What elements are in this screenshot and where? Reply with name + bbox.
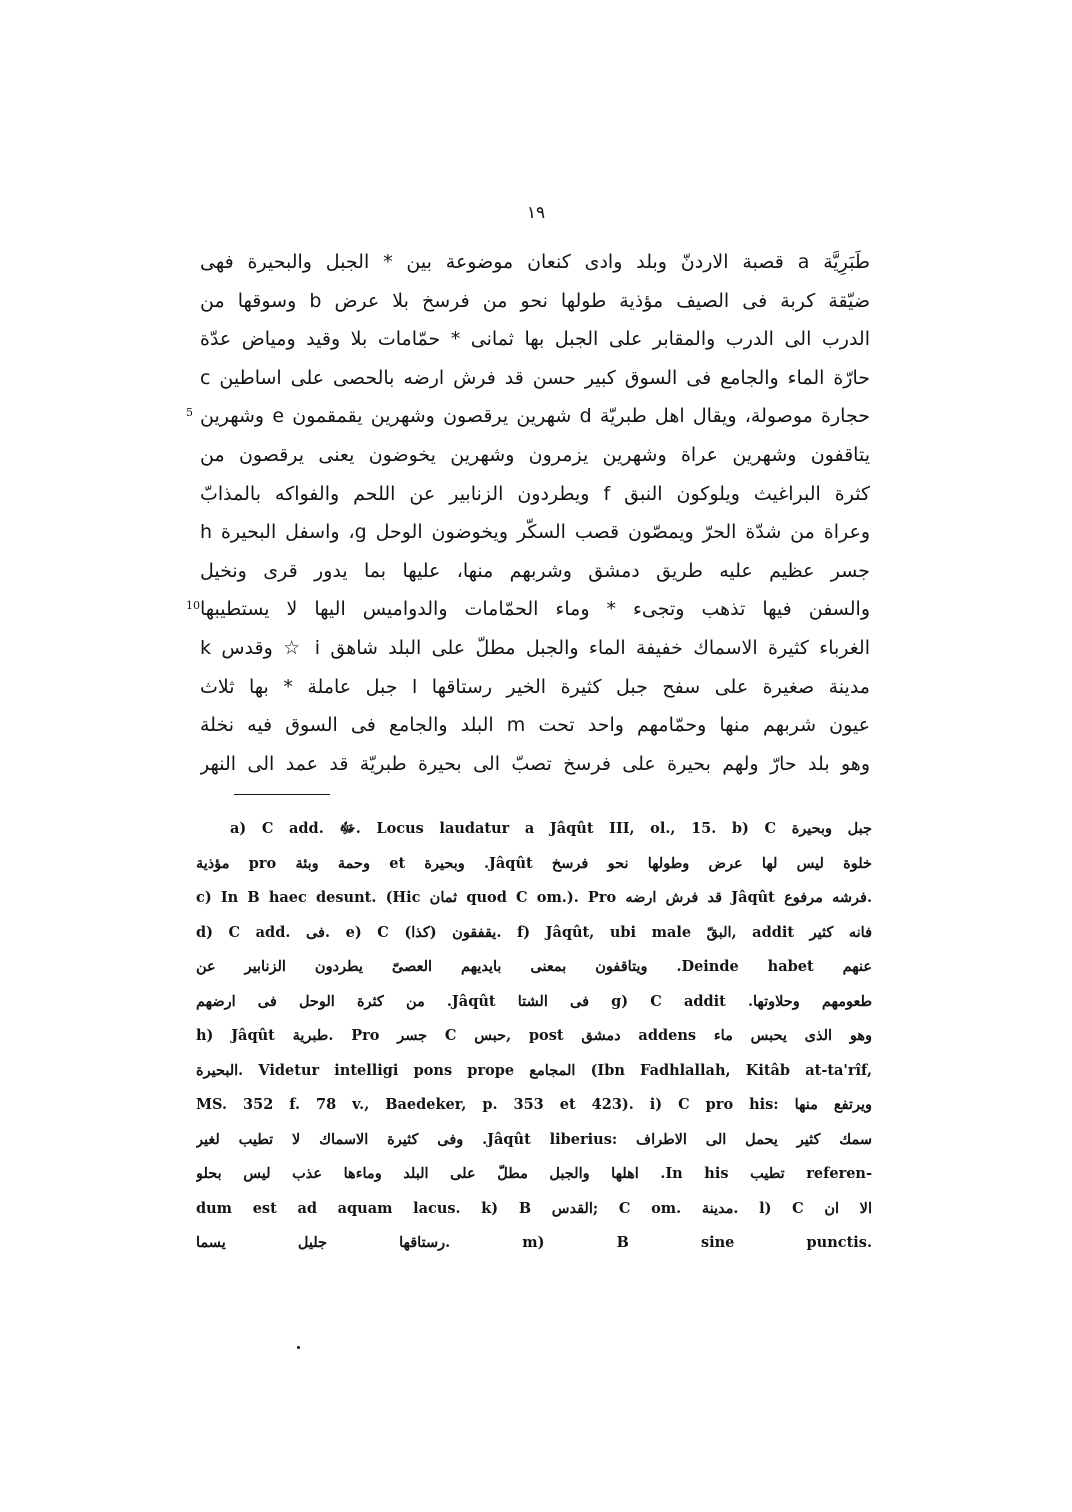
body-line: ضيّقة كربة فى الصيف مؤذية طولها نحو من فرسخ بلا عرض b وسوقها من <box>200 289 870 312</box>
body-line: حارّة الماء والجامع فى السوق كبير حسن قد فرش ارضه بالحصى على اساطين c <box>200 366 870 389</box>
footnote-line: h) Jâqût طبرية. Pro جسر C حبس, post دمشق addens وهو الذى يحبس ماء <box>196 1027 872 1044</box>
body-line: الدرب الى الدرب والمقابر على الجبل بها ثمانى * حمّامات بلا وقيد ومياض عدّة <box>200 328 870 351</box>
footnote-line: d) C add. فى. e) C يقفقون (كذا). f) Jâqût, ubi male البقّ, addit فانه كثير <box>196 923 872 941</box>
body-line: طَبَرِيَّة a قصبة الاردنّ وبلد وادى كنعان موضوعة بين * الجبل والبحيرة فهى <box>200 251 870 273</box>
footnotes <box>196 812 872 1261</box>
line-number-marker: 5 <box>186 406 193 419</box>
ink-speck <box>297 1346 300 1349</box>
body-line: حجارة موصولة، ويقال اهل طبريّة d شهرين يرقصون وشهرين يقمقمون e وشهرين <box>200 405 870 428</box>
body-line: وهو بلد حارّ ولهم بحيرة على فرسخ تصبّ الى بحيرة طبريّة قد عمد الى النهر <box>200 752 870 775</box>
footnote-line: ويتاقفون بمعنى بايديهم العصىّ يطردون الزنابير عن .Deinde habet عنهم <box>196 958 872 975</box>
line-number-marker: 10 <box>186 599 200 612</box>
footnote-line: وفى كثيرة الاسماك لا تطيب لغير .Jâqût liberius: سمك كثير يحمل الى الاطراف <box>196 1130 872 1148</box>
footnote-line: رستاقها جليل يسما. m) B sine punctis. <box>196 1234 872 1251</box>
footnote-line: a) C add. ﷻ. Locus laudatur a Jâqût III, ol., 15. b) C جبل وبحيرة <box>230 820 872 837</box>
body-line: وعراة من شدّة الحرّ ويمصّون قصب السكّر ويخوضون الوحل g، واسفل البحيرة h <box>200 521 870 544</box>
body-line: كثرة البراغيث ويلوكون النبق f ويطردون الزنابير عن اللحم والفواكه بالمذابّ <box>200 482 870 505</box>
body-line: يتاقفون وشهرين عراة وشهرين يزمرون وشهرين يخوضون يعنى يرقصون من <box>200 443 870 466</box>
footnote-line: dum est ad aquam lacus. k) B القدس; C om. مدينة. l) C الا ان <box>196 1199 872 1217</box>
body-line: مدينة صغيرة على سفح جبل كثيرة الخير رستاقها l جبل عاملة * بها ثلاث <box>200 675 870 698</box>
body-line: عيون شربهم منها وحمّامهم واحد تحت m البلد والجامع فى السوق فيه نخلة <box>200 714 870 737</box>
arabic-body-text <box>186 243 870 783</box>
footnote-line: اهلها والجبل مطلّ على البلد وماءها عذب ليس بحلو .In his تطيب referen- <box>196 1165 872 1182</box>
body-line: جسر عظيم عليه طريق دمشق وشربهم منها، عليها بما يدور قرى ونخيل <box>200 559 870 582</box>
footnote-line: MS. 352 f. 78 v., Baedeker, p. 353 et 423). i) C pro his: ويرتفع منها <box>196 1096 872 1113</box>
body-line: والسفن فيها تذهب وتجىء * وماء الحمّامات والدواميس اليها لا يستطيبها <box>200 598 870 621</box>
footnote-line: البحيرة. Videtur intelligi pons prope المجامع (Ibn Fadhlallah, Kitâb at-ta'rîf, <box>196 1061 872 1079</box>
footnote-line: مؤذية pro وحمة وبئة et وبحيرة .Jâqût خلوة ليس لها عرض وطولها نحو فرسخ <box>196 854 872 872</box>
footnote-line: c) In B haec desunt. (Hic ثمان quod C om.). Pro قد فرش ارضه Jâqût فرشه مرفوع. <box>196 889 872 906</box>
body-line: الغرباء كثيرة الاسماك خفيفة الماء والجبل مطلّ على البلد شاهق i ☆ وقدس k <box>200 636 870 659</box>
page-number: ١٩ <box>526 203 546 223</box>
footnote-divider <box>234 794 330 795</box>
footnote-line: من كثرة الوحل فى ارضهم .Jâqût فى الشتا g) C addit .طعومهم وحلاوتها <box>196 992 872 1010</box>
